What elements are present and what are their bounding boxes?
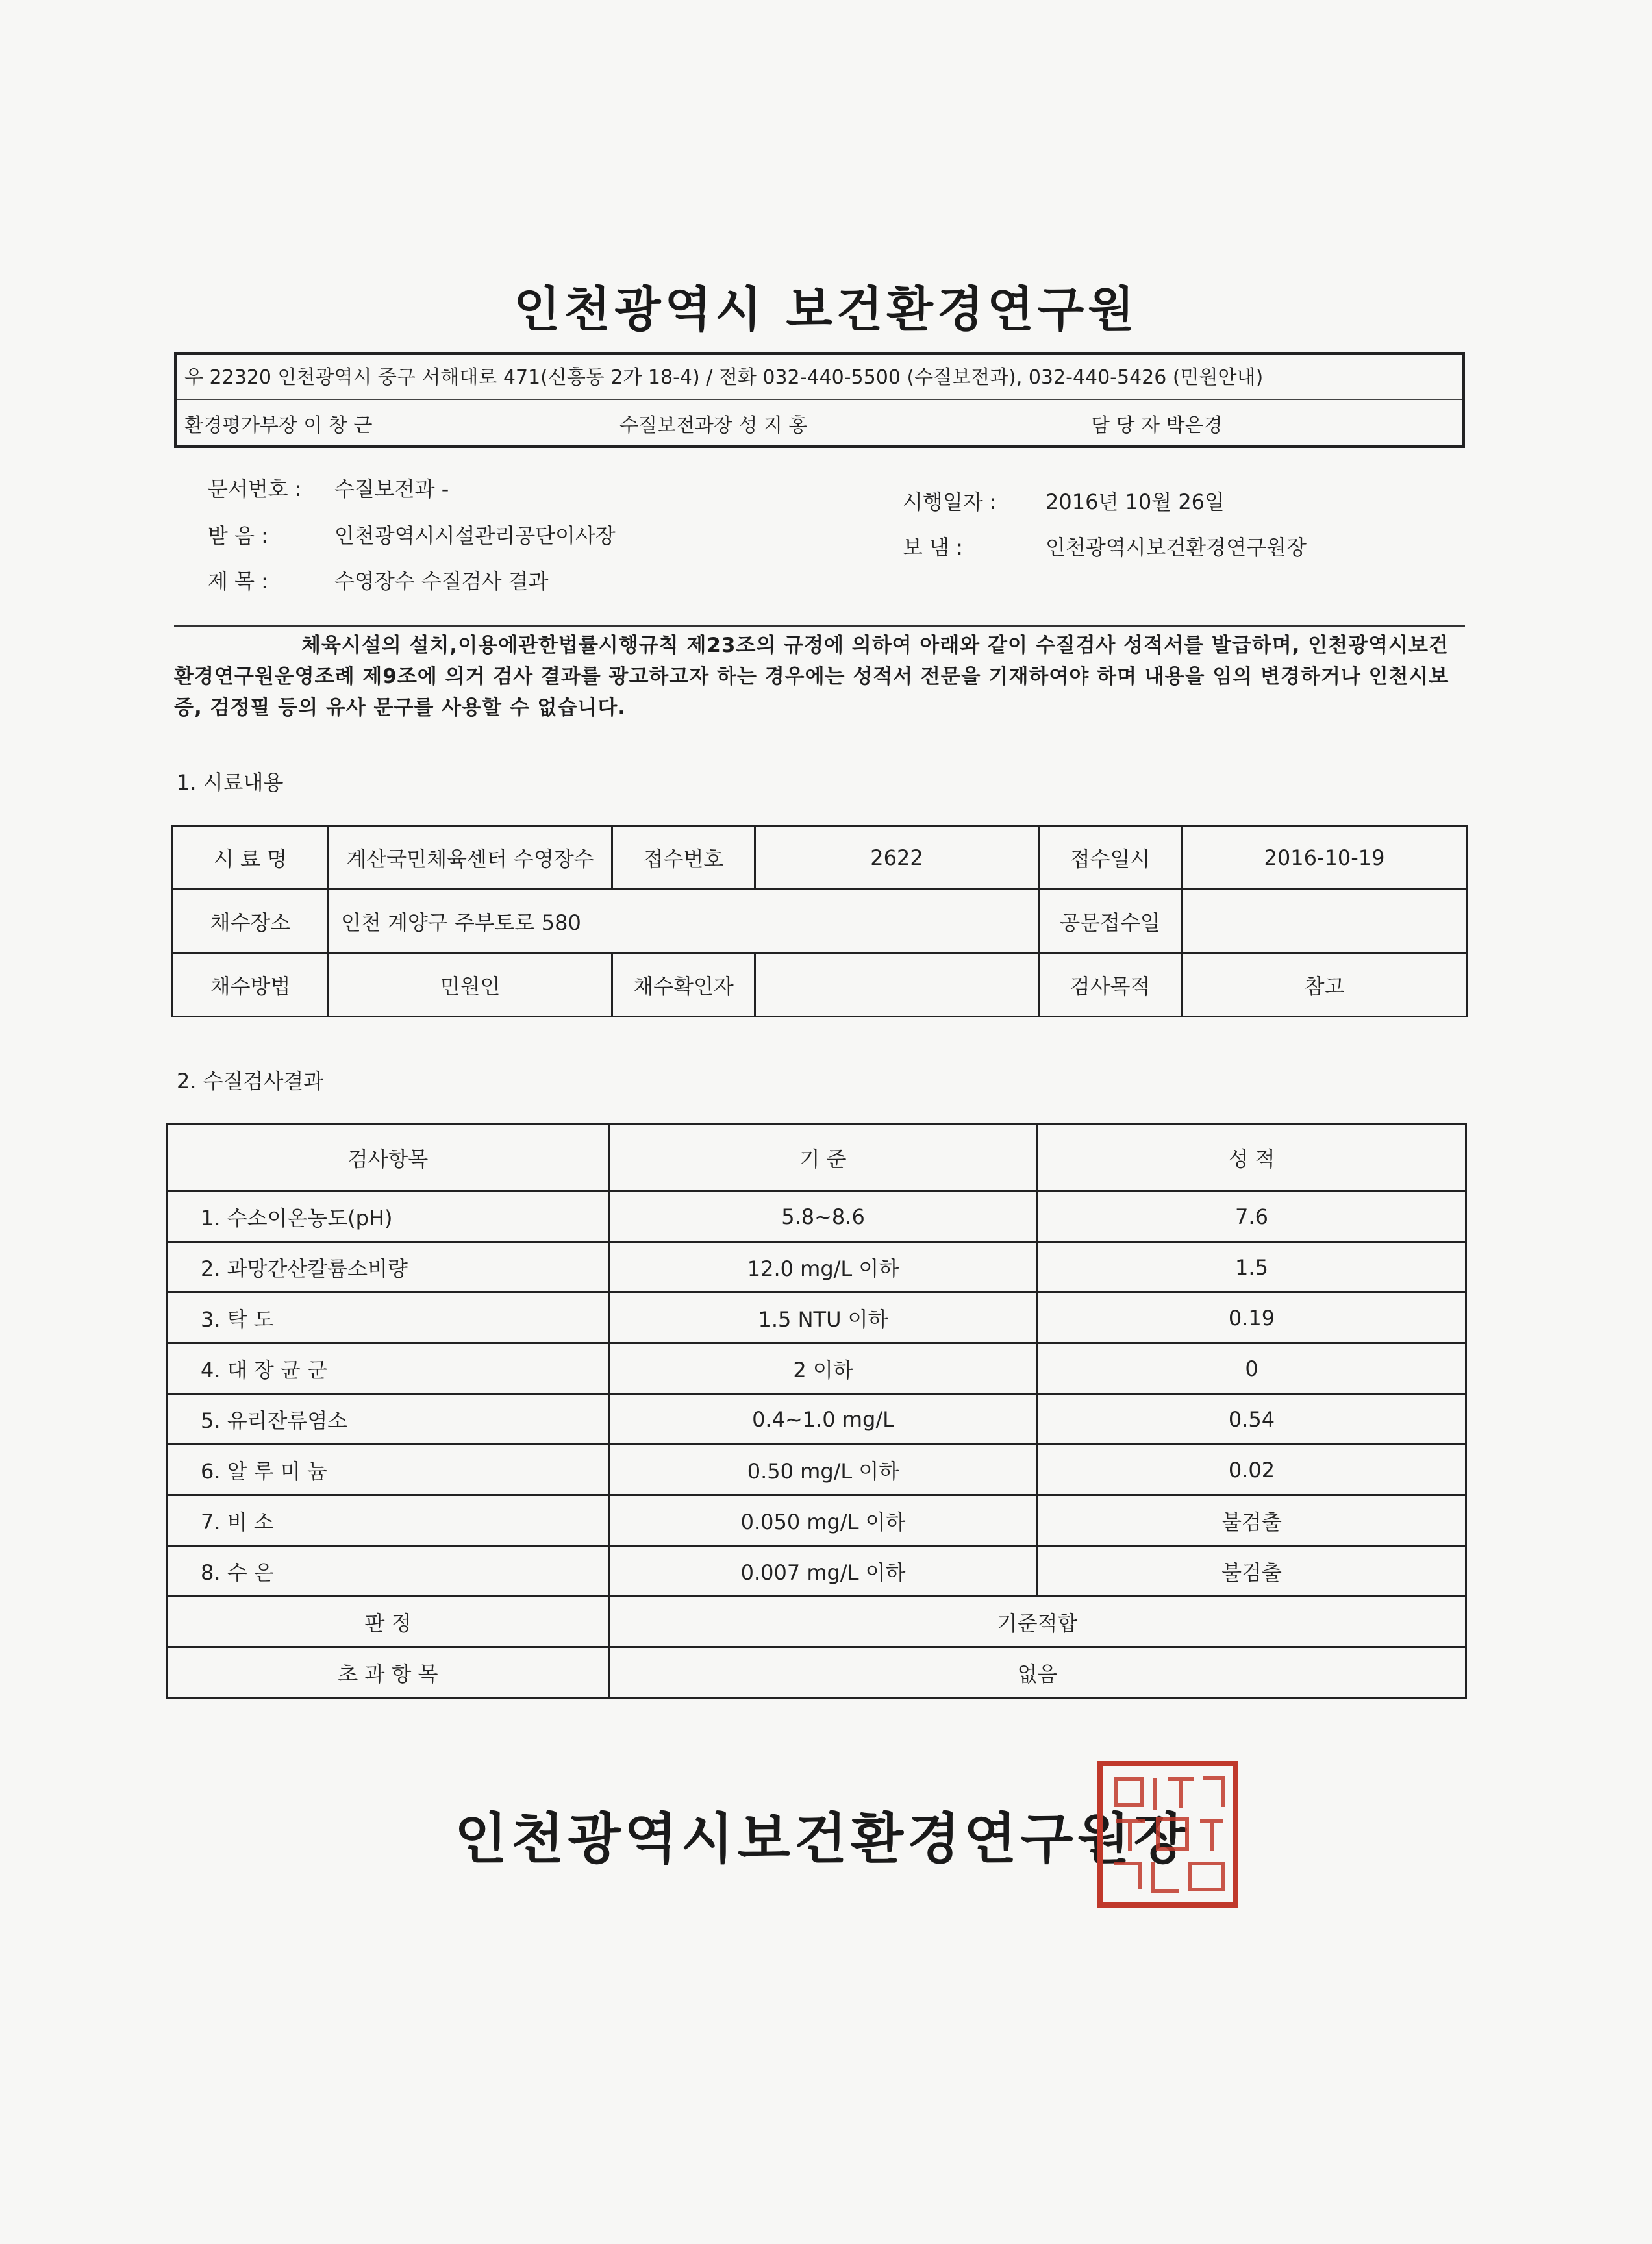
receipt-date: 2016-10-19 — [1182, 826, 1468, 890]
address-line: 우 22320 인천광역시 중구 서해대로 471(신흥동 2가 18-4) / 전화 032-440-5500 (수질보전과), 032-440-5426 (민원안내) — [184, 366, 1264, 389]
judgement: 기준적합 — [609, 1597, 1466, 1647]
standard-cell: 0.50 mg/L 이하 — [609, 1445, 1038, 1495]
item-cell: 1. 수소이온농도(pH) — [168, 1191, 609, 1242]
staff: 담 당 자 박은경 — [1091, 414, 1223, 437]
result-cell: 1.5 — [1038, 1242, 1466, 1293]
standard-cell: 12.0 mg/L 이하 — [609, 1242, 1038, 1293]
confirmer — [755, 953, 1039, 1017]
sample-name: 계산국민체육센터 수영장수 — [329, 826, 612, 890]
official-date — [1182, 890, 1468, 953]
place: 인천 계양구 주부토로 580 — [329, 890, 1039, 953]
doc-no-label: 문서번호 : — [208, 477, 302, 501]
result-cell: 7.6 — [1038, 1191, 1466, 1242]
item-cell: 4. 대 장 균 군 — [168, 1343, 609, 1394]
sample-table — [171, 825, 1468, 1017]
recipient-label: 받 음 : — [208, 523, 268, 548]
col-standard-header: 기 준 — [609, 1125, 1038, 1191]
item-cell: 7. 비 소 — [168, 1495, 609, 1546]
table-row — [168, 1394, 1466, 1445]
contact-box — [174, 352, 1465, 448]
purpose: 참고 — [1182, 953, 1468, 1017]
subject-label: 제 목 : — [208, 569, 268, 593]
table-row — [168, 1242, 1466, 1293]
seal-glyph-strokes — [1114, 1778, 1223, 1891]
standard-cell: 1.5 NTU 이하 — [609, 1293, 1038, 1343]
official-seal-icon — [1096, 1760, 1239, 1909]
item-cell: 8. 수 은 — [168, 1546, 609, 1597]
date: 2016년 10월 26일 — [1045, 490, 1225, 514]
table-row — [168, 1445, 1466, 1495]
table-row — [173, 890, 1468, 953]
recipient: 인천광역시시설관리공단이사장 — [334, 523, 616, 548]
table-row — [168, 1495, 1466, 1546]
confirmer-label: 채수확인자 — [612, 953, 755, 1017]
standard-cell: 2 이하 — [609, 1343, 1038, 1394]
sender-label: 보 냄 : — [903, 535, 963, 560]
standard-cell: 5.8~8.6 — [609, 1191, 1038, 1242]
env-manager: 환경평가부장 이 창 근 — [184, 414, 373, 437]
result-cell: 0 — [1038, 1343, 1466, 1394]
judgement-label: 판 정 — [168, 1597, 609, 1647]
notice-text: 체육시설의 설치,이용에관한법률시행규칙 제23조의 규정에 의하여 아래와 같이 수질검사 성적서를 발급하며, 인천광역시보건환경연구원운영조례 제9조에 의거 검사 결과를 광고하고자 하는 경우에는 성적서 전문을 기재하여야 하며 내용을 임의 변경하거나 인천시보증, 검정필 등의 유사 문구를 사용할 수 없습니다. — [174, 634, 1449, 719]
col-item-header: 검사항목 — [168, 1125, 609, 1191]
notice-divider — [174, 625, 1465, 627]
place-label: 채수장소 — [173, 890, 329, 953]
official-date-label: 공문접수일 — [1039, 890, 1182, 953]
purpose-label: 검사목적 — [1039, 953, 1182, 1017]
subject: 수영장수 수질검사 결과 — [334, 569, 549, 593]
result-cell: 0.02 — [1038, 1445, 1466, 1495]
results-table — [166, 1123, 1467, 1699]
table-row — [173, 826, 1468, 890]
result-cell: 0.19 — [1038, 1293, 1466, 1343]
method-label: 채수방법 — [173, 953, 329, 1017]
sender: 인천광역시보건환경연구원장 — [1045, 535, 1307, 560]
table-row — [173, 953, 1468, 1017]
result-cell: 불검출 — [1038, 1495, 1466, 1546]
sample-name-label: 시 료 명 — [173, 826, 329, 890]
sample-section-title: 1. 시료내용 — [177, 770, 284, 795]
table-row — [168, 1597, 1466, 1647]
col-result-header: 성 적 — [1038, 1125, 1466, 1191]
result-cell: 0.54 — [1038, 1394, 1466, 1445]
contact-divider — [177, 399, 1462, 400]
table-row — [168, 1546, 1466, 1597]
standard-cell: 0.050 mg/L 이하 — [609, 1495, 1038, 1546]
results-section-title: 2. 수질검사결과 — [177, 1069, 324, 1093]
water-manager: 수질보전과장 성 지 홍 — [620, 414, 808, 437]
exceed: 없음 — [609, 1647, 1466, 1698]
receipt-no: 2622 — [755, 826, 1039, 890]
item-cell: 2. 과망간산칼륨소비량 — [168, 1242, 609, 1293]
item-cell: 3. 탁 도 — [168, 1293, 609, 1343]
table-row — [168, 1191, 1466, 1242]
receipt-no-label: 접수번호 — [612, 826, 755, 890]
table-row — [168, 1293, 1466, 1343]
item-cell: 6. 알 루 미 늄 — [168, 1445, 609, 1495]
date-label: 시행일자 : — [903, 490, 997, 514]
footer-title: 인천광역시보건환경연구원장 — [455, 1807, 1190, 1871]
table-row — [168, 1343, 1466, 1394]
doc-no: 수질보전과 - — [334, 477, 449, 501]
seal-border — [1100, 1764, 1235, 1905]
method: 민원인 — [329, 953, 612, 1017]
result-cell: 불검출 — [1038, 1546, 1466, 1597]
org-title: 인천광역시 보건환경연구원 — [514, 282, 1138, 338]
item-cell: 5. 유리잔류염소 — [168, 1394, 609, 1445]
table-header-row — [168, 1125, 1466, 1191]
exceed-label: 초 과 항 목 — [168, 1647, 609, 1698]
table-row — [168, 1647, 1466, 1698]
receipt-date-label: 접수일시 — [1039, 826, 1182, 890]
standard-cell: 0.4~1.0 mg/L — [609, 1394, 1038, 1445]
standard-cell: 0.007 mg/L 이하 — [609, 1546, 1038, 1597]
